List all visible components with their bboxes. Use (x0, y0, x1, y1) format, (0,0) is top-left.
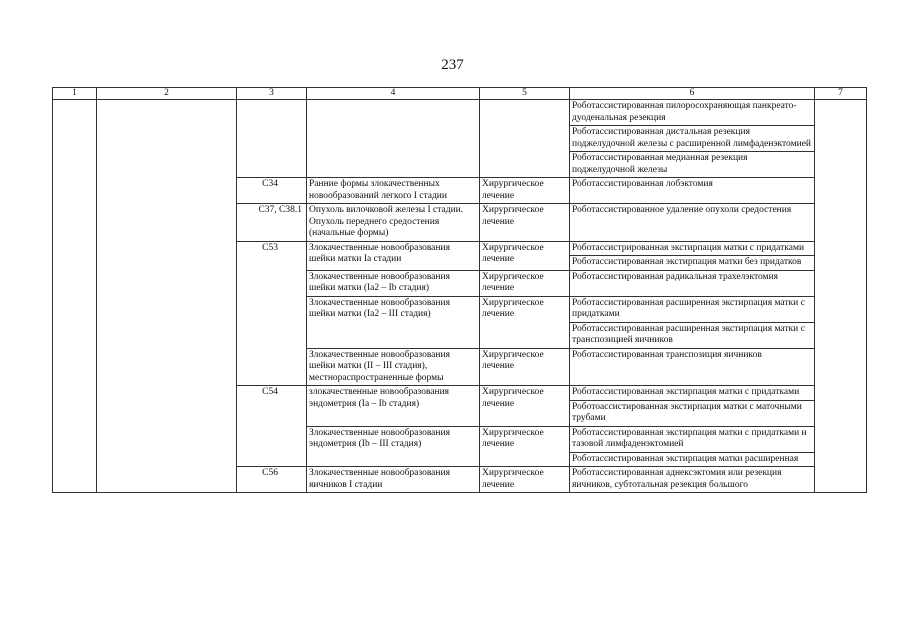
diagnosis-code (237, 100, 307, 178)
method-cell: Роботоассистированная экстирпация матки с маточными трубами (570, 400, 815, 426)
method-cell: Роботассистированная экстирпация матки расширенная (570, 452, 815, 467)
treatment-cell: Хирургическое лечение (480, 270, 570, 296)
header-cell: 6 (570, 88, 815, 100)
header-row (53, 88, 867, 100)
disease-cell: Злокачественные новообразования шейки матки Ia стадии (307, 241, 480, 270)
diagnosis-code: C56 (237, 467, 307, 493)
header-cell: 3 (237, 88, 307, 100)
method-cell: Роботассистированная транспозиция яичников (570, 348, 815, 386)
treatment-cell: Хирургическое лечение (480, 178, 570, 204)
method-cell: Роботассистированная аднексэктомия или резекция яичников, субтотальная резекция большого (570, 467, 815, 493)
disease-cell: Ранние формы злокачественных новообразований легкого I стадии (307, 178, 480, 204)
disease-cell: Злокачественные новообразования яичников I стадии (307, 467, 480, 493)
disease-cell: злокачественные новообразования эндометрия (Ia – Ib стадия) (307, 386, 480, 427)
treatment-cell: Хирургическое лечение (480, 348, 570, 386)
treatment-cell: Хирургическое лечение (480, 204, 570, 242)
disease-cell: Злокачественные новообразования эндометрия (Ib – III стадия) (307, 426, 480, 467)
treatment-cell: Хирургическое лечение (480, 241, 570, 270)
treatment-cell: Хирургическое лечение (480, 467, 570, 493)
column-2-cell (97, 100, 237, 493)
method-cell: Роботассистированная дистальная резекция поджелудочной железы с расширенной лимфаденэктомией (570, 126, 815, 152)
method-cell: Роботассистированная радикальная трахелэктомия (570, 270, 815, 296)
disease-cell: Злокачественные новообразования шейки матки (Ia2 – Ib стадия) (307, 270, 480, 296)
disease-cell: Опухоль вилочковой железы I стадии. Опухоль переднего средостения (начальные формы) (307, 204, 480, 242)
column-1-cell (53, 100, 97, 493)
treatment-cell: Хирургическое лечение (480, 426, 570, 467)
diagnosis-code: C54 (237, 386, 307, 467)
procedures-table (52, 87, 867, 493)
method-cell: Роботассистированная пилоросохраняющая панкреато-дуоденальная резекция (570, 100, 815, 126)
method-cell: Роботассистированная лобэктомия (570, 178, 815, 204)
table-row (53, 100, 867, 126)
method-cell: Роботассистированная расширенная экстирпация матки с транспозицией яичников (570, 322, 815, 348)
header-cell: 1 (53, 88, 97, 100)
diagnosis-code: C37, C38.1 (237, 204, 307, 242)
disease-cell: Злокачественные новообразования шейки матки (Ia2 – III стадия) (307, 296, 480, 348)
method-cell: Роботассистрированная экстирпация матки с придатками (570, 241, 815, 256)
treatment-cell (480, 100, 570, 178)
method-cell: Роботассистированная экстирпация матки с придатками (570, 386, 815, 401)
header-cell: 2 (97, 88, 237, 100)
header-cell: 7 (815, 88, 867, 100)
header-cell: 4 (307, 88, 480, 100)
method-cell: Роботассистированное удаление опухоли средостения (570, 204, 815, 242)
method-cell: Роботассистированная медианная резекция поджелудочной железы (570, 152, 815, 178)
column-7-cell (815, 100, 867, 493)
method-cell: Роботассистированная экстирпация матки без придатков (570, 256, 815, 271)
diagnosis-code: C53 (237, 241, 307, 386)
method-cell: Роботассистированная расширенная экстирпация матки с придатками (570, 296, 815, 322)
disease-cell: Злокачественные новообразования шейки матки (II – III стадия), местнораспространенные формы (307, 348, 480, 386)
diagnosis-code: C34 (237, 178, 307, 204)
header-cell: 5 (480, 88, 570, 100)
page-number: 237 (441, 57, 464, 73)
disease-cell (307, 100, 480, 178)
method-cell: Роботассистированная экстирпация матки с придатками и тазовой лимфаденэктомией (570, 426, 815, 452)
treatment-cell: Хирургическое лечение (480, 296, 570, 348)
treatment-cell: Хирургическое лечение (480, 386, 570, 427)
